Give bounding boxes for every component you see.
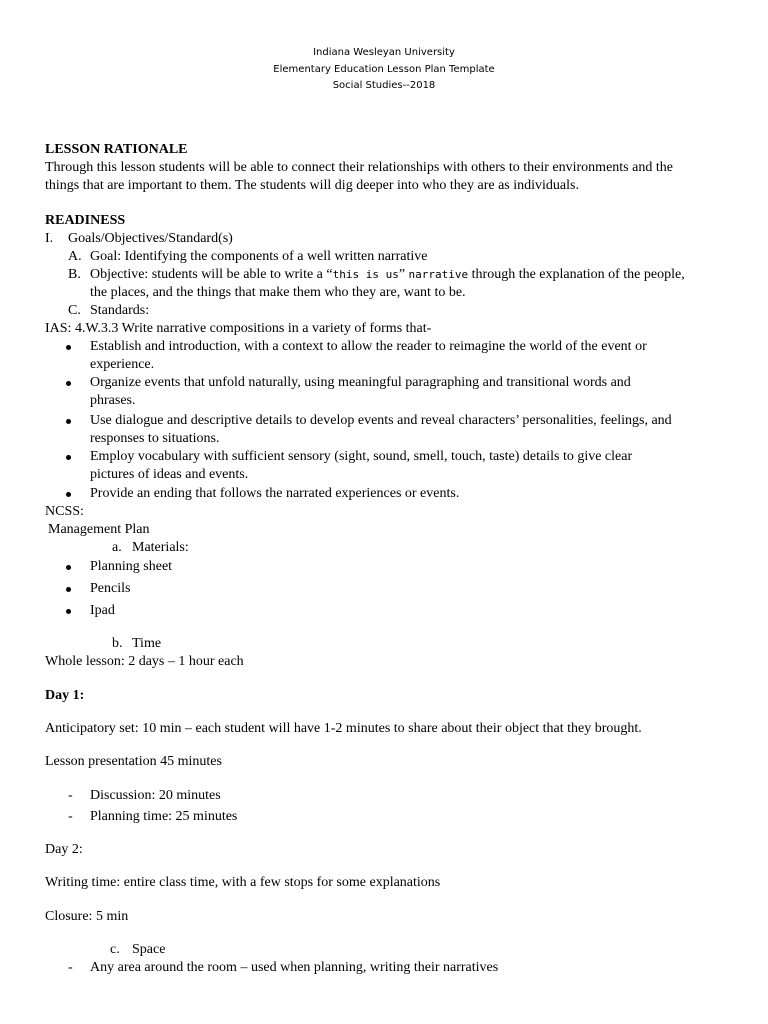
rationale-line-1: Through this lesson students will be able to connect their relationships with others to their environments and the — [45, 160, 673, 175]
day2-heading: Day 2: — [45, 842, 83, 857]
material-item-3: Ipad — [90, 603, 115, 618]
bullet-icon — [66, 381, 71, 386]
header-subject: Social Studies--2018 — [332, 80, 436, 91]
whole-lesson: Whole lesson: 2 days – 1 hour each — [45, 654, 244, 669]
closure: Closure: 5 min — [45, 909, 129, 924]
standards-text: Standards: — [90, 303, 150, 318]
materials-text: Materials: — [132, 540, 189, 555]
bullet-icon — [66, 565, 71, 570]
standard-bullet-4-line-1: Employ vocabulary with sufficient sensory (sight, sound, smell, touch, taste) details to give clear — [90, 449, 633, 464]
standard-bullet-3-line-2: responses to situations. — [90, 431, 220, 446]
objective-post: through the explanation of the people, — [468, 267, 685, 282]
rationale-line-2: things that are important to them. The students will dig deeper into who they are as individuals. — [45, 178, 579, 193]
standard-bullet-4-line-2: pictures of ideas and events. — [90, 467, 249, 482]
header-template-title: Elementary Education Lesson Plan Template — [273, 64, 495, 75]
objective-line-1 — [90, 266, 685, 284]
standard-bullet-3-line-1: Use dialogue and descriptive details to develop events and reveal characters’ personalities, feelings, and — [90, 413, 672, 428]
objective-mid: ” — [398, 267, 409, 282]
objective-this-is-us: this is us — [332, 268, 399, 281]
time-text: Time — [132, 636, 162, 651]
day1-heading: Day 1: — [45, 688, 85, 703]
space-label: c. — [110, 942, 120, 957]
goals-text: Goals/Objectives/Standard(s) — [68, 231, 233, 246]
ncss-label: NCSS: — [45, 504, 84, 519]
dash-marker: - — [68, 788, 73, 803]
standard-bullet-1-line-1: Establish and introduction, with a context to allow the reader to reimagine the world of the event or — [90, 339, 647, 354]
materials-label: a. — [112, 540, 122, 555]
management-heading: Management Plan — [48, 522, 150, 537]
goal-text: Goal: Identifying the components of a well written narrative — [90, 249, 428, 264]
dash-marker: - — [68, 809, 73, 824]
standard-bullet-1-line-2: experience. — [90, 357, 155, 372]
goal-label: A. — [68, 249, 82, 264]
objective-narrative: narrative — [408, 268, 469, 281]
objective-line-2: the places, and the things that make them who they are, want to be. — [90, 285, 466, 300]
space-text: Space — [132, 942, 166, 957]
material-item-2: Pencils — [90, 581, 131, 596]
bullet-icon — [66, 587, 71, 592]
readiness-heading: READINESS — [45, 213, 126, 228]
standard-bullet-2-line-1: Organize events that unfold naturally, using meaningful paragraphing and transitional words and — [90, 375, 631, 390]
bullet-icon — [66, 492, 71, 497]
standard-bullet-5: Provide an ending that follows the narrated experiences or events. — [90, 486, 460, 501]
planning-time-item: Planning time: 25 minutes — [90, 809, 238, 824]
lesson-presentation: Lesson presentation 45 minutes — [45, 754, 222, 769]
goals-label: I. — [45, 231, 54, 246]
discussion-item: Discussion: 20 minutes — [90, 788, 221, 803]
objective-label: B. — [68, 267, 81, 282]
ias-standard: IAS: 4.W.3.3 Write narrative compositions in a variety of forms that- — [45, 321, 432, 336]
objective-pre: Objective: students will be able to write a “ — [90, 267, 333, 282]
anticipatory-set: Anticipatory set: 10 min – each student will have 1-2 minutes to share about their object that they brought. — [45, 721, 642, 736]
material-item-1: Planning sheet — [90, 559, 173, 574]
header-university: Indiana Wesleyan University — [313, 47, 455, 58]
rationale-heading: LESSON RATIONALE — [45, 142, 188, 157]
time-label: b. — [112, 636, 123, 651]
bullet-icon — [66, 609, 71, 614]
space-item: Any area around the room – used when planning, writing their narratives — [90, 960, 499, 975]
standards-label: C. — [68, 303, 81, 318]
dash-marker: - — [68, 960, 73, 975]
bullet-icon — [66, 455, 71, 460]
standard-bullet-2-line-2: phrases. — [90, 393, 136, 408]
bullet-icon — [66, 345, 71, 350]
bullet-icon — [66, 419, 71, 424]
writing-time: Writing time: entire class time, with a few stops for some explanations — [45, 875, 441, 890]
